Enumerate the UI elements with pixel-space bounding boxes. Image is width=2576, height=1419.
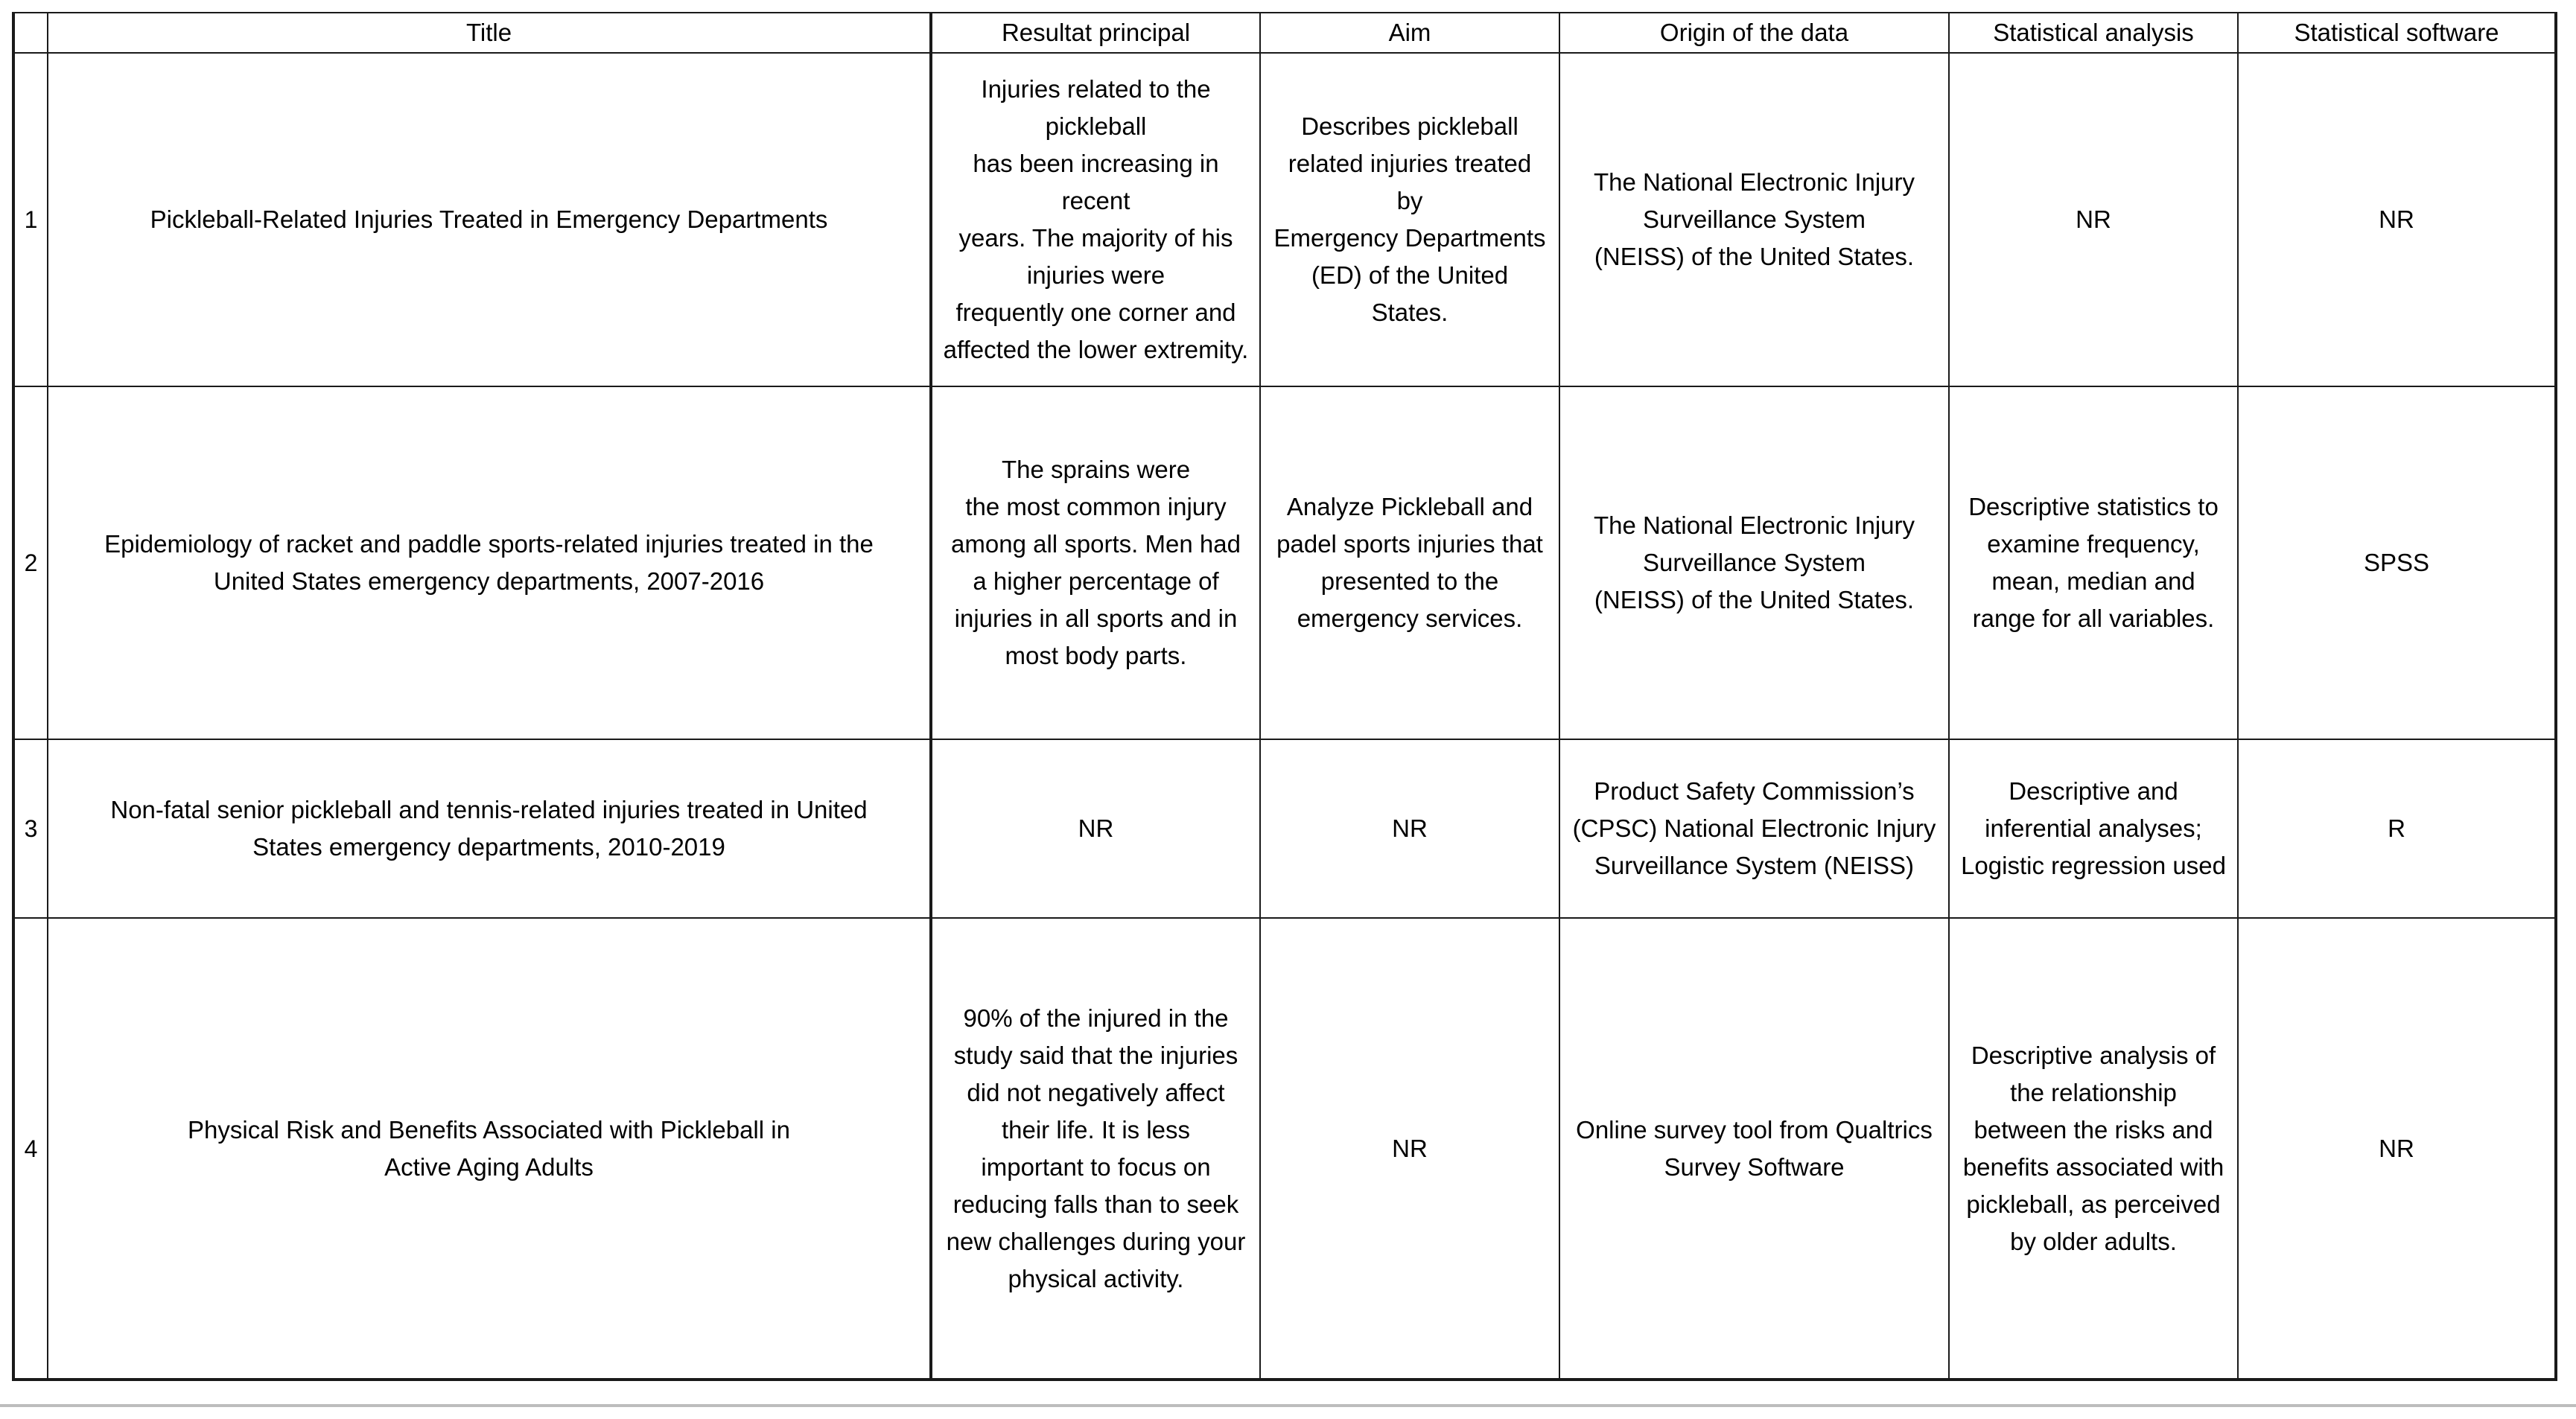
row-analysis: Descriptive analysis of the relationship between the risks and benefits associated with pickleball, as perceived by older adults. bbox=[1949, 918, 2238, 1380]
row-title: Physical Risk and Benefits Associated with Pickleball in Active Aging Adults bbox=[48, 918, 931, 1380]
row-main-result: 90% of the injured in the study said that the injuries did not negatively affect their life. It is less important to focus on reducing falls than to seek new challenges during your physical activity. bbox=[931, 918, 1260, 1380]
row-software: R bbox=[2238, 739, 2556, 918]
row-origin: The National Electronic Injury Surveillance System (NEISS) of the United States. bbox=[1559, 386, 1949, 739]
row-aim: NR bbox=[1260, 739, 1559, 918]
row-index: 3 bbox=[13, 739, 48, 918]
row-origin: The National Electronic Injury Surveillance System (NEISS) of the United States. bbox=[1559, 53, 1949, 386]
row-index: 4 bbox=[13, 918, 48, 1380]
header-aim: Aim bbox=[1260, 13, 1559, 53]
row-software: NR bbox=[2238, 918, 2556, 1380]
row-analysis: Descriptive statistics to examine frequency, mean, median and range for all variables. bbox=[1949, 386, 2238, 739]
table-row bbox=[13, 386, 2556, 739]
header-origin: Origin of the data bbox=[1559, 13, 1949, 53]
table-row bbox=[13, 918, 2556, 1380]
row-index: 2 bbox=[13, 386, 48, 739]
table-row bbox=[13, 53, 2556, 386]
row-analysis: Descriptive and inferential analyses; Logistic regression used bbox=[1949, 739, 2238, 918]
row-title: Pickleball-Related Injuries Treated in Emergency Departments bbox=[48, 53, 931, 386]
bottom-divider bbox=[0, 1404, 2576, 1407]
table-row bbox=[13, 739, 2556, 918]
row-aim: NR bbox=[1260, 918, 1559, 1380]
header-analysis: Statistical analysis bbox=[1949, 13, 2238, 53]
row-software: NR bbox=[2238, 53, 2556, 386]
row-main-result: NR bbox=[931, 739, 1260, 918]
row-main-result: The sprains were the most common injury among all sports. Men had a higher percentage of injuries in all sports and in most body parts. bbox=[931, 386, 1260, 739]
row-origin: Product Safety Commission’s (CPSC) National Electronic Injury Surveillance System (NEISS) bbox=[1559, 739, 1949, 918]
studies-table bbox=[12, 12, 2557, 1381]
row-title: Non-fatal senior pickleball and tennis-related injuries treated in United States emergency departments, 2010-2019 bbox=[48, 739, 931, 918]
row-origin: Online survey tool from Qualtrics Survey Software bbox=[1559, 918, 1949, 1380]
row-analysis: NR bbox=[1949, 53, 2238, 386]
row-aim: Analyze Pickleball and padel sports injuries that presented to the emergency services. bbox=[1260, 386, 1559, 739]
header-row bbox=[13, 13, 2556, 53]
header-main-result: Resultat principal bbox=[931, 13, 1260, 53]
header-title: Title bbox=[48, 13, 931, 53]
row-index: 1 bbox=[13, 53, 48, 386]
row-software: SPSS bbox=[2238, 386, 2556, 739]
row-title: Epidemiology of racket and paddle sports-related injuries treated in the United States emergency departments, 2007-2016 bbox=[48, 386, 931, 739]
header-software: Statistical software bbox=[2238, 13, 2556, 53]
row-aim: Describes pickleball related injuries treated by Emergency Departments (ED) of the United States. bbox=[1260, 53, 1559, 386]
header-index bbox=[13, 13, 48, 53]
row-main-result: Injuries related to the pickleball has been increasing in recent years. The majority of his injuries were frequently one corner and affected the lower extremity. bbox=[931, 53, 1260, 386]
